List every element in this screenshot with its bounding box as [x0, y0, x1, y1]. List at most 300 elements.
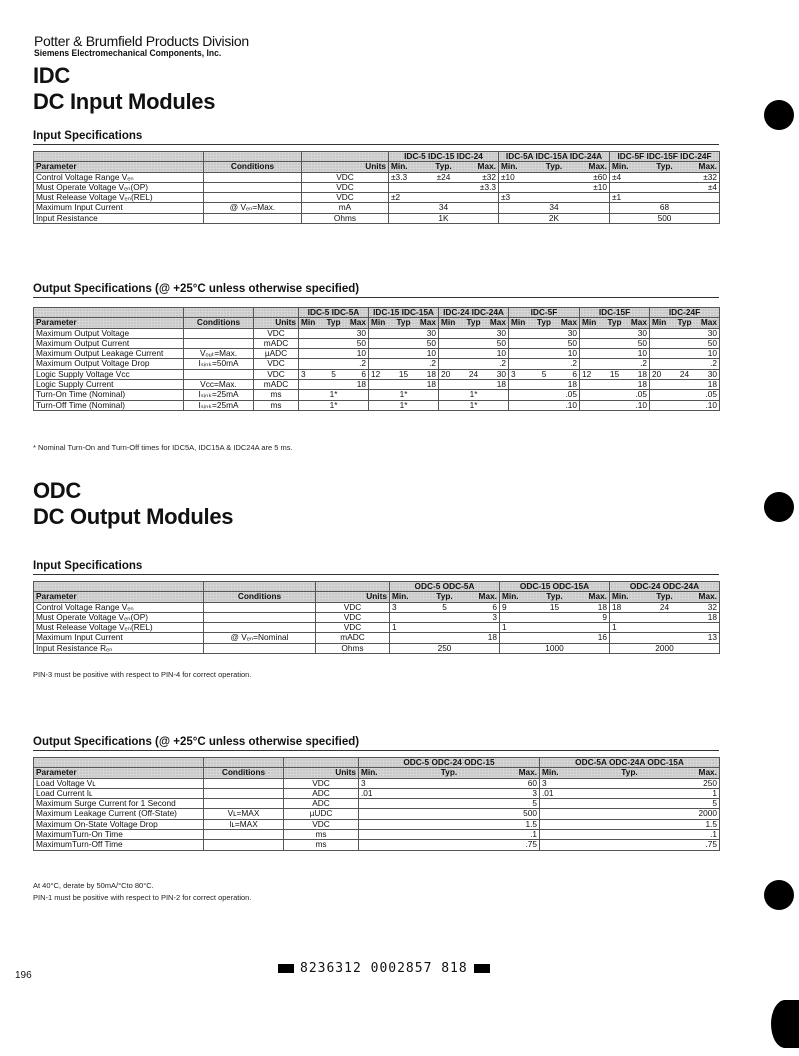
value-cell-part [652, 329, 674, 338]
value-cell-part [537, 623, 572, 632]
model-group-header: ODC-24 ODC-24A [610, 582, 720, 592]
table-row [34, 830, 720, 840]
units-cell: VDC [302, 182, 389, 192]
value-cell-part [542, 799, 600, 808]
value-cell-part: 10 [356, 348, 367, 359]
value-group [361, 799, 537, 808]
value-cell [299, 369, 369, 379]
value-cell-part: .10 [705, 400, 718, 410]
value-group [301, 390, 366, 399]
table-row [34, 612, 720, 622]
value-group [361, 789, 537, 798]
value-group [371, 329, 436, 338]
value-cell-part [301, 359, 323, 368]
value-cell-part [463, 329, 485, 338]
model-group-header: ODC-5A ODC-24A ODC-15A [540, 758, 720, 768]
value-cell-part: .2 [359, 358, 367, 369]
table-row [34, 203, 720, 213]
value-cell-part: 2000 [698, 808, 717, 819]
sub-header-label: Min [301, 317, 316, 328]
value-cell-part: 2K [548, 213, 560, 223]
conditions-cell [204, 840, 284, 850]
value-cell-part: 1K [438, 213, 449, 223]
value-cell-part [502, 613, 537, 622]
value-cell-part [537, 613, 572, 622]
parameter-cell: Maximum Output Voltage [34, 328, 184, 338]
sub-header-label: Max [560, 317, 577, 328]
value-cell-part: .05 [635, 389, 648, 400]
value-group [441, 401, 506, 410]
value-cell-part: ±4 [707, 182, 717, 192]
value-cell [369, 380, 439, 390]
sub-header-label: Typ. [656, 161, 673, 172]
value-cell-part [501, 183, 536, 192]
value-cell-part [441, 359, 463, 368]
conditions-cell [204, 643, 316, 653]
value-cell [439, 390, 509, 400]
value-cell-part [647, 613, 682, 622]
value-cell-part: 50 [496, 338, 507, 348]
units-header-top [284, 758, 359, 768]
value-cell-part: 500 [523, 808, 538, 819]
value-cell-part [392, 613, 427, 622]
table-row [34, 369, 720, 379]
conditions-header: Conditions [204, 162, 302, 172]
value-cell-part [323, 380, 345, 389]
value-cell-part [674, 329, 696, 338]
value-cell-part: .1 [530, 829, 538, 840]
value-cell-part [371, 390, 393, 399]
section-rule [33, 297, 719, 298]
min-typ-max-labels [612, 162, 717, 171]
value-cell-part: 1* [399, 389, 408, 400]
parameter-header-top [34, 758, 204, 768]
value-cell-part [301, 349, 323, 358]
min-typ-max-labels [582, 318, 647, 327]
value-cell-part: .05 [705, 389, 718, 400]
value-cell-part [361, 840, 420, 849]
value-cell-part [511, 329, 533, 338]
value-cell-part: 12 [371, 369, 381, 379]
value-cell-part: 1 [502, 622, 507, 633]
sub-header-label: Min [441, 317, 456, 328]
value-cell-part [361, 809, 420, 818]
value-cell-part: 15 [398, 369, 409, 379]
value-cell [439, 328, 509, 338]
value-cell [359, 819, 540, 829]
sub-header-label: Max. [698, 767, 717, 778]
sub-header-label: Typ. [435, 161, 452, 172]
conditions-cell: Vʟ=MAX [204, 809, 284, 819]
value-cell-part: 24 [659, 602, 670, 612]
value-cell-part [393, 380, 415, 389]
value-group [502, 623, 607, 632]
value-cell-part [582, 359, 604, 368]
value-cell-part [463, 359, 485, 368]
sub-header-label: Typ. [656, 591, 673, 602]
value-cell-part: 30 [426, 328, 437, 338]
value-cell-part: ±10 [593, 182, 607, 192]
units-cell: ms [254, 400, 299, 410]
value-cell-part: 10 [567, 348, 577, 359]
value-cell-part: .1 [710, 829, 717, 840]
parameter-header: Parameter [34, 768, 204, 778]
sub-header-label: Min. [392, 591, 409, 602]
min-typ-max-labels [301, 318, 366, 327]
sub-header-label: Max. [588, 591, 607, 602]
value-cell-part [674, 390, 696, 399]
value-cell-part [371, 401, 393, 410]
model-group-header: IDC-24F [650, 308, 720, 318]
value-cell-part [652, 349, 674, 358]
value-cell [389, 172, 499, 182]
value-cell-part: ±4 [612, 172, 622, 182]
value-cell [369, 369, 439, 379]
value-cell-part: 18 [496, 379, 507, 390]
value-cell-part: 5 [541, 369, 547, 379]
conditions-cell [204, 799, 284, 809]
parameter-cell: Must Operate Voltage Vₑₙ(OP) [34, 612, 204, 622]
value-cell-part [604, 380, 626, 389]
conditions-header: Conditions [184, 318, 254, 328]
value-group [501, 193, 607, 202]
value-cell-part [600, 830, 658, 839]
units-header: Units [284, 768, 359, 778]
parameter-cell: MaximumTurn-On Time [34, 830, 204, 840]
value-cell-part [391, 214, 426, 223]
parameter-cell: Maximum On-State Voltage Drop [34, 819, 204, 829]
value-cell-part: 50 [356, 338, 367, 348]
value-cell [580, 349, 650, 359]
parameter-cell: Maximum Output Leakage Current [34, 349, 184, 359]
value-cell [509, 338, 580, 348]
value-cell-part: 18 [567, 379, 577, 390]
value-cell-part [533, 349, 555, 358]
model-group-header: IDC-24 IDC-24A [439, 308, 509, 318]
conditions-cell [184, 369, 254, 379]
value-cell-part [361, 830, 420, 839]
sub-header-label: Min. [612, 161, 629, 172]
value-cell-part: 1* [329, 400, 338, 410]
parameter-cell: Input Resistance Rₑₙ [34, 643, 204, 653]
units-cell: VDC [316, 602, 390, 612]
value-cell-part [391, 183, 426, 192]
value-group [502, 644, 607, 653]
value-cell-part: 50 [426, 338, 437, 348]
value-group [392, 633, 497, 642]
value-cell-part [502, 633, 537, 642]
value-group [391, 214, 496, 223]
value-cell [369, 359, 439, 369]
table-row [34, 819, 720, 829]
sub-header-label: Max [489, 317, 507, 328]
value-cell-part [427, 613, 462, 622]
value-cell-part [301, 380, 323, 389]
model-group-header: ODC-5 ODC-24 ODC-15 [359, 758, 540, 768]
value-cell-part: 30 [637, 328, 648, 338]
value-cell-part [604, 359, 626, 368]
parameter-cell: Must Operate Voltage Vₑₙ(OP) [34, 182, 204, 192]
page-number: 196 [15, 970, 32, 981]
min-typ-max-header [509, 318, 580, 328]
value-cell-part: 60 [527, 778, 538, 788]
value-cell-part [463, 339, 485, 348]
units-cell: VDC [254, 328, 299, 338]
units-cell: VDC [254, 369, 299, 379]
value-cell [650, 400, 720, 410]
value-group [502, 603, 607, 612]
min-typ-max-header [389, 162, 499, 172]
value-group [511, 380, 577, 389]
value-cell [509, 349, 580, 359]
value-cell [509, 359, 580, 369]
value-cell-part: 5 [712, 798, 717, 809]
value-cell-part: 24 [468, 369, 479, 379]
parameter-cell: Must Release Voltage Vₑₙ(REL) [34, 623, 204, 633]
value-cell-part: 9 [502, 602, 507, 612]
value-cell-part: 50 [707, 338, 718, 348]
value-cell-part [674, 380, 696, 389]
value-cell-part [647, 183, 682, 192]
sub-header-label: Min [582, 317, 597, 328]
value-cell-part: 1 [612, 622, 617, 633]
value-cell-part: .10 [635, 400, 648, 410]
value-group [441, 339, 506, 348]
value-cell-part [533, 339, 555, 348]
units-cell: mADC [254, 380, 299, 390]
value-cell [580, 369, 650, 379]
value-cell-part: .2 [640, 358, 648, 369]
value-cell-part: .75 [705, 839, 717, 850]
value-group [612, 193, 717, 202]
value-cell-part [501, 214, 536, 223]
value-cell-part [542, 820, 600, 829]
value-cell-part [572, 214, 607, 223]
conditions-cell [204, 778, 284, 788]
value-cell [610, 203, 720, 213]
value-group [542, 789, 717, 798]
units-cell: mA [302, 203, 389, 213]
value-cell [580, 400, 650, 410]
value-group [511, 339, 577, 348]
barcode-line [272, 961, 496, 976]
value-group [511, 370, 577, 379]
sub-header-label: Typ [466, 317, 481, 328]
value-cell [299, 338, 369, 348]
value-cell-part: .01 [542, 788, 554, 798]
value-cell-part [441, 380, 463, 389]
value-cell [499, 193, 610, 203]
value-cell [610, 623, 720, 633]
units-header-top [302, 152, 389, 162]
value-cell [500, 612, 610, 622]
value-group [542, 809, 717, 818]
value-cell [500, 643, 610, 653]
value-cell [650, 338, 720, 348]
sub-header-label: Max [349, 317, 367, 328]
value-cell-part [582, 390, 604, 399]
value-cell-part [393, 359, 415, 368]
table-row [34, 400, 720, 410]
min-typ-max-labels [501, 162, 607, 171]
units-cell: VDC [284, 778, 359, 788]
value-group [371, 380, 436, 389]
value-cell-part [533, 390, 555, 399]
parameter-cell: Maximum Input Current [34, 633, 204, 643]
value-cell-part [612, 203, 647, 212]
value-cell-part: 3 [361, 778, 366, 788]
sub-header-label: Min. [542, 767, 559, 778]
value-cell-part [682, 623, 717, 632]
value-cell-part: 3 [301, 369, 306, 379]
value-group [652, 370, 717, 379]
value-cell [580, 380, 650, 390]
value-cell-part: .2 [499, 358, 507, 369]
value-cell-part: 24 [679, 369, 690, 379]
value-cell-part: ±3.3 [391, 172, 408, 182]
sub-header-label: Typ. [546, 591, 563, 602]
parameter-cell: Must Release Voltage Vₑₙ(REL) [34, 193, 204, 203]
section-rule [33, 144, 719, 145]
sub-header-label: Typ. [621, 767, 638, 778]
value-cell [499, 182, 610, 192]
value-cell [369, 400, 439, 410]
value-cell [540, 809, 720, 819]
value-cell-part [511, 401, 533, 410]
odc-output-table [33, 757, 720, 851]
model-group-header: IDC-5 IDC-5A [299, 308, 369, 318]
value-cell-part: ±1 [612, 192, 622, 203]
value-cell-part: 18 [707, 612, 717, 622]
min-typ-max-labels [371, 318, 436, 327]
company-name: Potter & Brumfield Products Division [34, 33, 249, 49]
value-cell [390, 623, 500, 633]
value-cell-part: 18 [426, 379, 437, 390]
min-typ-max-labels [392, 592, 497, 601]
sub-header-label: Min. [502, 591, 519, 602]
parameter-cell: Maximum Output Current [34, 338, 184, 348]
value-cell-part [511, 380, 533, 389]
value-cell-part: ±32 [482, 172, 496, 182]
value-cell-part [427, 633, 462, 642]
value-cell-part: 5 [532, 798, 538, 809]
sub-header-label: Max. [477, 161, 496, 172]
value-cell [509, 328, 580, 338]
value-group [612, 644, 717, 653]
sub-header-label: Max. [698, 591, 717, 602]
value-cell-part [582, 339, 604, 348]
table-row [34, 602, 720, 612]
units-cell: VDC [302, 172, 389, 182]
sub-header-label: Min [652, 317, 667, 328]
parameter-cell: MaximumTurn-Off Time [34, 840, 204, 850]
value-cell [439, 338, 509, 348]
value-cell-part [582, 349, 604, 358]
value-cell-part [462, 644, 497, 653]
value-cell-part [427, 623, 462, 632]
value-group [371, 390, 436, 399]
idc-output-table [33, 307, 720, 411]
value-group [542, 820, 717, 829]
sub-header-label: Min. [612, 591, 629, 602]
conditions-header-top [204, 758, 284, 768]
value-group [392, 644, 497, 653]
value-cell-part: ±2 [391, 192, 401, 203]
value-cell-part [392, 633, 427, 642]
idc-input-title: Input Specifications [33, 130, 143, 142]
conditions-header: Conditions [204, 768, 284, 778]
value-cell-part: 5 [442, 602, 447, 612]
value-cell-part [647, 633, 682, 642]
sub-header-label: Typ. [436, 591, 453, 602]
value-cell [390, 612, 500, 622]
value-cell-part [420, 830, 479, 839]
value-group [582, 339, 647, 348]
value-cell [540, 788, 720, 798]
value-cell-part: 1 [712, 788, 717, 798]
value-cell-part [604, 329, 626, 338]
value-cell-part [420, 789, 479, 798]
value-cell-part [511, 359, 533, 368]
value-cell-part [323, 339, 345, 348]
units-cell: VDC [316, 623, 390, 633]
value-cell-part: 1* [469, 389, 478, 400]
value-cell [610, 602, 720, 612]
binder-hole-icon [764, 100, 794, 130]
value-cell [389, 203, 499, 213]
value-cell-part: 3 [532, 788, 538, 798]
value-cell-part: 3 [392, 602, 397, 612]
value-cell [389, 182, 499, 192]
value-cell [359, 809, 540, 819]
parameter-header: Parameter [34, 592, 204, 602]
parameter-cell: Load Voltage Vʟ [34, 778, 204, 788]
value-cell-part: 6 [361, 369, 367, 379]
value-group [391, 193, 496, 202]
value-cell [500, 623, 610, 633]
value-group [612, 183, 717, 192]
units-cell: ADC [284, 788, 359, 798]
value-cell [439, 380, 509, 390]
value-cell-part [647, 623, 682, 632]
sub-header-label: Max. [518, 767, 538, 778]
value-cell [439, 400, 509, 410]
units-header-top [254, 308, 299, 318]
value-cell [500, 633, 610, 643]
value-cell-part [414, 401, 436, 410]
value-group [582, 359, 647, 368]
value-cell-part [511, 390, 533, 399]
value-cell-part [542, 840, 600, 849]
value-cell-part: 30 [356, 328, 367, 338]
value-group [542, 840, 717, 849]
value-cell [499, 203, 610, 213]
value-cell-part [463, 380, 485, 389]
conditions-cell [204, 602, 316, 612]
value-cell-part: 1.5 [705, 819, 717, 829]
min-typ-max-header [580, 318, 650, 328]
min-typ-max-labels [511, 318, 577, 327]
sub-header-label: Typ [396, 317, 411, 328]
value-cell [499, 213, 610, 223]
value-group [501, 203, 607, 212]
value-cell-part [572, 623, 607, 632]
table-row [34, 633, 720, 643]
value-cell [650, 359, 720, 369]
value-cell-part: 2000 [655, 643, 674, 653]
value-cell [610, 172, 720, 182]
min-typ-max-labels [612, 592, 717, 601]
